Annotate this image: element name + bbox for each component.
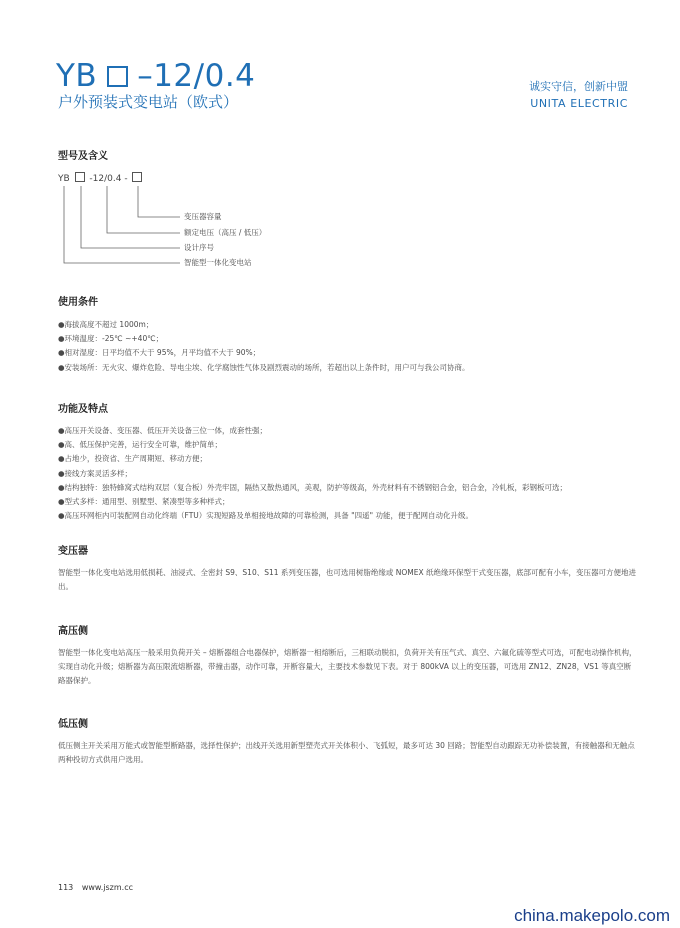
model-diagram-lines — [0, 0, 680, 280]
list-item: ●安装场所：无火灾、爆炸危险、导电尘埃、化学腐蚀性气体及剧烈震动的场所，若超出以上条件时，用户可与我公司协商。 — [58, 362, 470, 372]
list-item: ●相对湿度：日平均值不大于 95%，月平均值不大于 90%； — [58, 348, 261, 358]
transformer-heading: 变压器 — [58, 546, 88, 557]
watermark: china.makepolo.com — [514, 906, 670, 925]
model-heading: 型号及含义 — [58, 151, 108, 162]
features-list — [58, 424, 567, 523]
conditions-heading: 使用条件 — [58, 297, 98, 308]
list-item: ●高、低压保护完善，运行安全可靠，维护简单； — [58, 440, 223, 450]
line-capacity — [138, 186, 180, 217]
company-brand: UNITA ELECTRIC — [530, 97, 628, 110]
list-item: ●海拔高度不超过 1000m； — [58, 320, 154, 329]
conditions-list — [58, 318, 470, 375]
list-item: ●高压开关设备、变压器、低压开关设备三位一体，成套性强； — [58, 426, 268, 435]
legend-capacity: 变压器容量 — [184, 212, 222, 221]
list-item: ●型式多样：通用型、别墅型、紧凑型等多种样式； — [58, 497, 230, 507]
model-code-mid: -12/0.4 - — [89, 174, 128, 184]
page-subtitle: 户外预装式变电站（欧式） — [58, 93, 239, 111]
legend-design: 设计序号 — [184, 243, 214, 252]
title-prefix: YB — [56, 58, 98, 94]
page-number: 113 — [58, 883, 74, 892]
list-item: ●占地少，投资省、生产周期短、移动方便； — [58, 454, 208, 464]
legend-voltage: 额定电压（高压 / 低压） — [184, 228, 267, 237]
transformer-text: 智能型一体化变电站选用低损耗、油浸式、全密封 S9、S10、S11 系列变压器，也可选用树脂绝缘或 NOMEX 纸绝缘环保型干式变压器，底部可配有小车，变压器可方便地进出。 — [58, 568, 637, 591]
line-voltage — [107, 186, 180, 233]
footer — [58, 883, 133, 892]
hv-text: 智能型一体化变电站高压一般采用负荷开关 – 熔断器组合电器保护，熔断器一相熔断后，三相联动脱扣，负荷开关有压气式、真空、六氟化硫等型式可选，可配电动操作机构，实现自动化升级；熔断器为高压限流熔断器，带撞击器，动作可靠，开断容量大，主要技术参数见下表。对于 800kVA 以上的变压器，可选用 ZN12、ZN28，VS1 等真空断路器保护。 — [58, 648, 637, 685]
lv-heading: 低压侧 — [58, 719, 88, 730]
website: www.jszm.cc — [81, 883, 133, 892]
hv-heading: 高压侧 — [58, 626, 88, 637]
lv-text: 低压侧主开关采用万能式或智能型断路器，选择性保护；出线开关选用新型塑壳式开关体积小、飞弧短，最多可达 30 回路；智能型自动跟踪无功补偿装置，有接触器和无触点两种投切方式供用户选用。 — [58, 741, 635, 764]
list-item: ●结构独特：独特蜂窝式结构双层（复合板）外壳牢固，隔热又散热通风，美观，防护等级高，外壳材料有不锈钢铝合金，铝合金，冷轧板，彩钢板可选； — [58, 482, 568, 492]
model-code-prefix: YB — [58, 174, 70, 184]
list-item: ●环境温度：-25℃ ~+40℃； — [58, 334, 164, 344]
features-heading: 功能及特点 — [58, 404, 108, 415]
title-suffix: –12/0.4 — [137, 58, 256, 94]
list-item: ●高压环网柜内可装配网自动化终端（FTU）实现短路及单相接地故障的可靠检测，具备 "四遥" 功能，便于配网自动化升级。 — [58, 511, 473, 521]
company-slogan: 诚实守信，创新中盟 — [529, 80, 628, 93]
list-item: ●接线方案灵活多样； — [58, 468, 133, 478]
legend-type: 智能型一体化变电站 — [184, 258, 252, 267]
